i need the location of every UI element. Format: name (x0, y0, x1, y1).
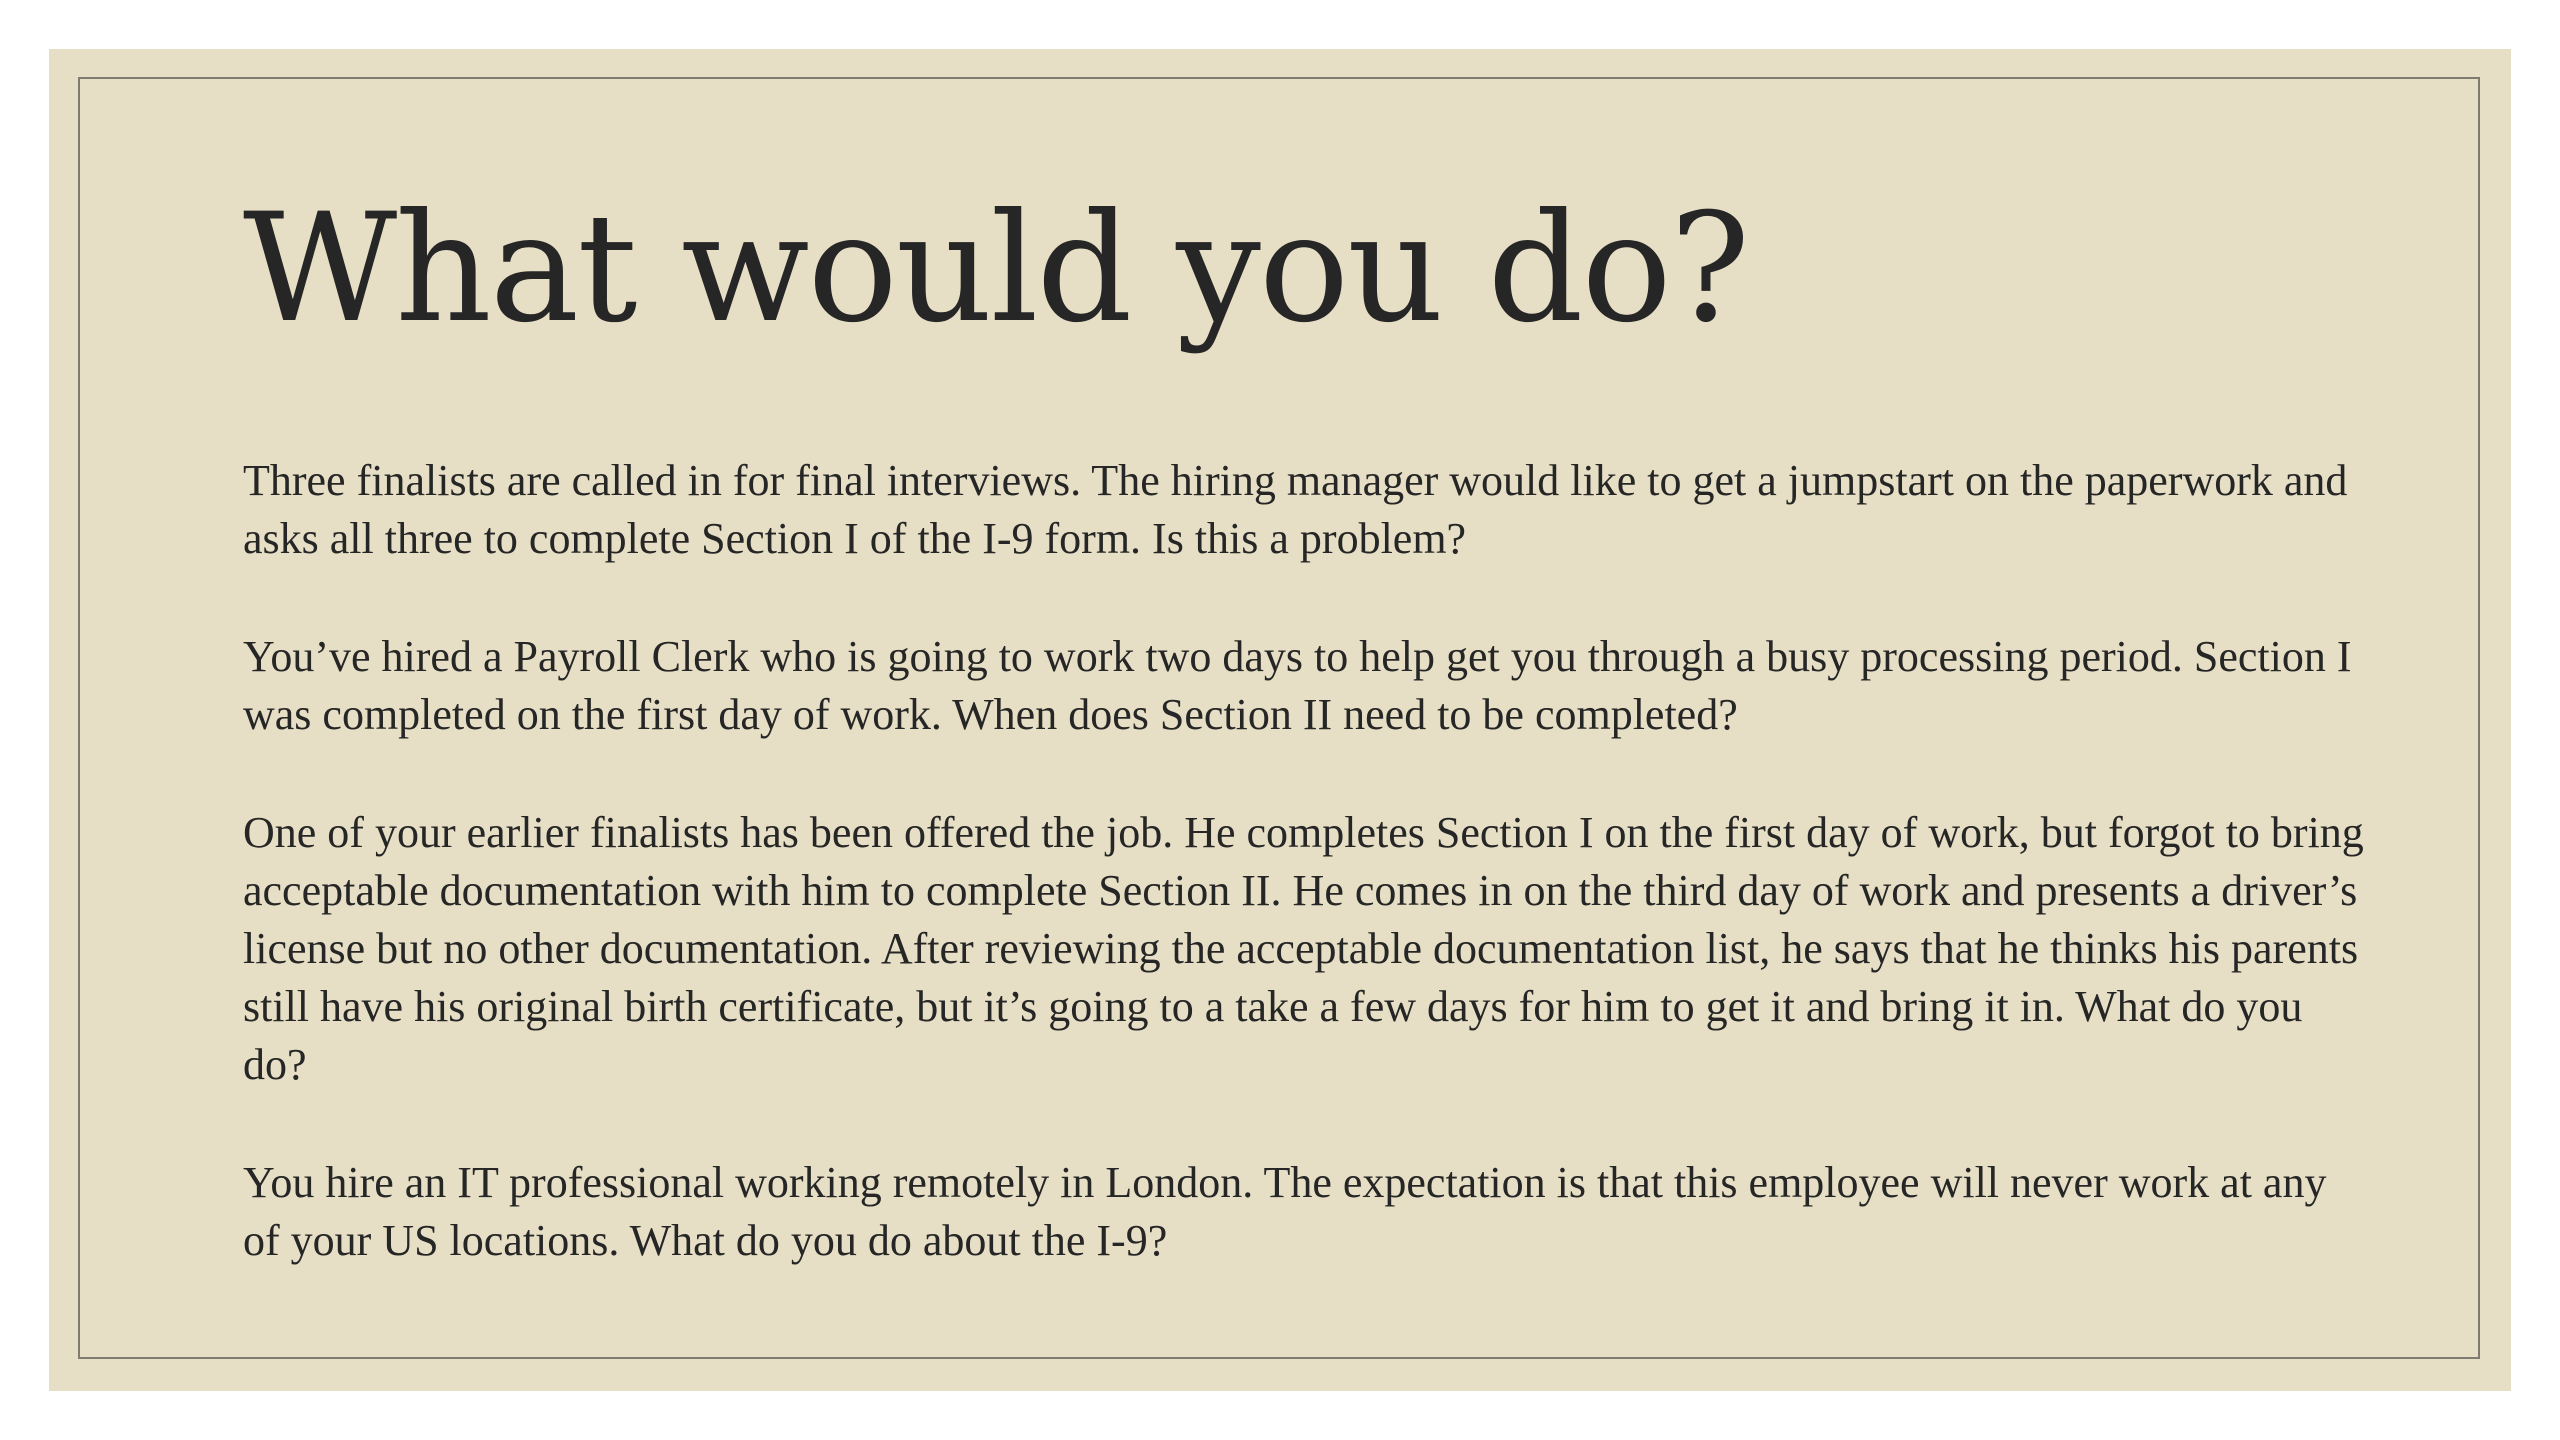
scenario-paragraph-4: You hire an IT professional working remotely in London. The expectation is that this employee will never work at any of your US locations. What do you do about the I-9? (243, 1158, 2327, 1265)
slide-title: What would you do? (243, 182, 1749, 356)
scenario-paragraph-3: One of your earlier finalists has been offered the job. He completes Section I on the first day of work, but forgot to bring acceptable documentation with him to complete Section II. He comes in on the third day of work and presents a driver’s license but no other documentation. After reviewing the acceptable documentation list, he says that he thinks his parents still have his original birth certificate, but it’s going to a take a few days for him to get it and bring it in. What do you do? (243, 808, 2364, 1089)
slide (49, 49, 2511, 1391)
slide-body (243, 452, 2373, 1330)
scenario-paragraph-2: You’ve hired a Payroll Clerk who is going to work two days to help get you through a busy processing period. Section I was completed on the first day of work. When does Section II need to be completed? (243, 632, 2352, 739)
scenario-paragraph-1: Three finalists are called in for final interviews. The hiring manager would like to get a jumpstart on the paperwork and asks all three to complete Section I of the I-9 form. Is this a problem? (243, 456, 2348, 563)
